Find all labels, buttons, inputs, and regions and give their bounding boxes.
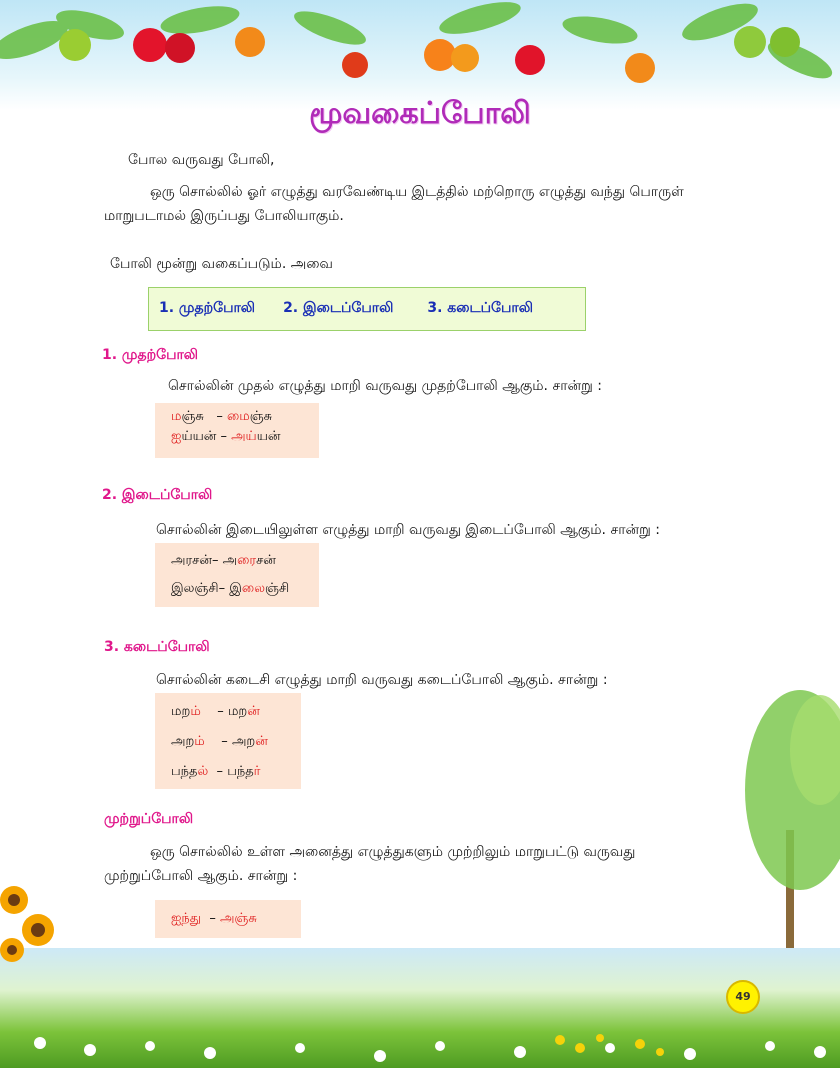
example-line: ஐந்து – அஞ்சு: [171, 911, 257, 926]
flowers-illustration: [0, 948, 840, 1068]
example-line: அறம் – அறன்: [171, 734, 268, 749]
first-poli-description: சொல்லின் முதல் எழுத்து மாறி வருவது முதற்போலி ஆகும். சான்று :: [168, 378, 602, 394]
full-poli-example: [155, 900, 301, 938]
intro-description: ஒரு சொல்லில் ஓர் எழுத்து வரவேண்டிய இடத்தில் மற்றொரு எழுத்து வந்து பொருள் மாறுபடாமல் இருப்பது போலியாகும்.: [104, 184, 684, 224]
middle-poli-examples: [155, 543, 319, 607]
example-line: பந்தல் – பந்தர்: [171, 764, 261, 779]
intro-definition: போல வருவது போலி,: [128, 152, 275, 168]
example-line: மறம் – மறன்: [171, 704, 260, 719]
page-title: மூவகைப்போலி: [309, 96, 531, 131]
example-line: மஞ்சு – மைஞ்சு: [171, 409, 273, 424]
fruit-branch-illustration: [0, 0, 840, 110]
heading-middle-poli: 2. இடைப்போலி: [102, 487, 213, 503]
example-line: அரசன்– அரைசன்: [171, 553, 276, 568]
sunflower-illustration: [0, 880, 70, 970]
example-line: இலஞ்சி– இலைஞ்சி: [171, 581, 290, 596]
type-middle: 2. இடைப்போலி: [283, 300, 394, 316]
type-first: 1. முதற்போலி: [159, 300, 256, 316]
types-box: [148, 287, 586, 331]
last-poli-description: சொல்லின் கடைசி எழுத்து மாறி வருவது கடைப்போலி ஆகும். சான்று :: [156, 672, 608, 688]
first-poli-examples: [155, 403, 319, 458]
fruit-branch-banner: [0, 0, 840, 110]
middle-poli-description: சொல்லின் இடையிலுள்ள எழுத்து மாறி வருவது இடைப்போலி ஆகும். சான்று :: [156, 522, 660, 538]
page-number-badge: 49: [726, 980, 760, 1014]
example-line: ஐய்யன் – அய்யன்: [171, 429, 281, 444]
full-poli-description: ஒரு சொல்லில் உள்ள அனைத்து எழுத்துகளும் முற்றிலும் மாறுபட்டு வருவது முற்றுப்போலி ஆகும். சான்று :: [104, 844, 636, 884]
heading-first-poli: 1. முதற்போலி: [102, 347, 199, 363]
heading-full-poli: முற்றுப்போலி: [104, 811, 194, 827]
types-intro: போலி மூன்று வகைப்படும். அவை: [110, 256, 333, 272]
heading-last-poli: 3. கடைப்போலி: [104, 639, 210, 655]
meadow-illustration: [0, 948, 840, 1068]
last-poli-examples: [155, 693, 301, 789]
type-last: 3. கடைப்போலி: [427, 300, 533, 316]
